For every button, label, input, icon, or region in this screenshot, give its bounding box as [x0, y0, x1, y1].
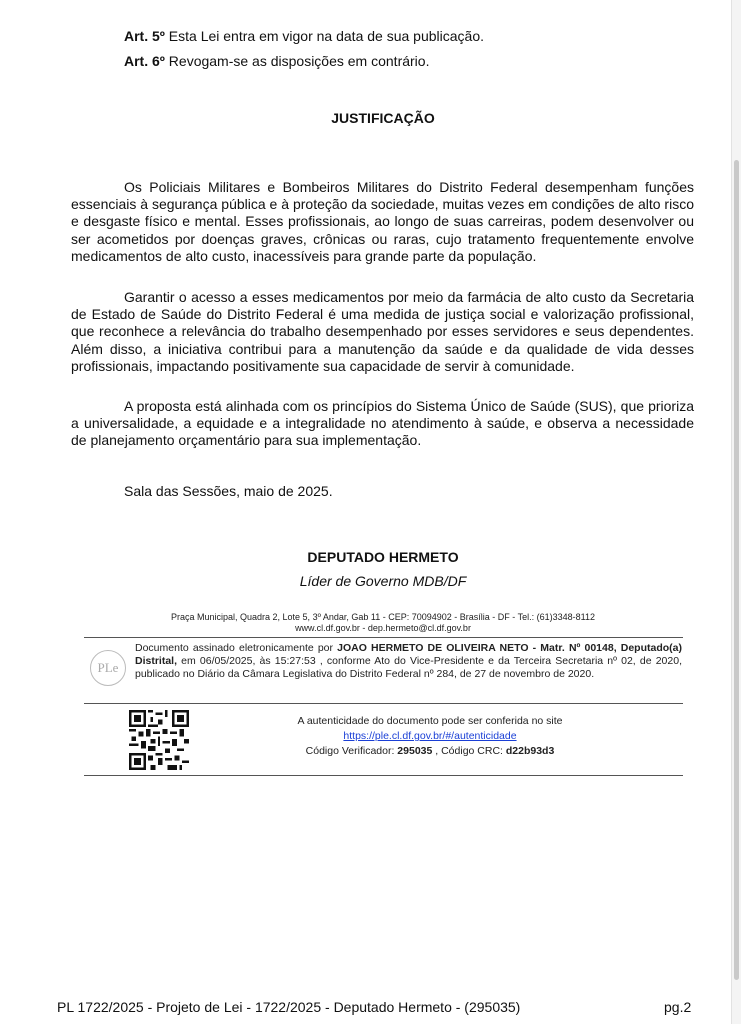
footer-document-id: PL 1722/2025 - Projeto de Lei - 1722/2025 - Deputado Hermeto - (295035) — [57, 999, 521, 1015]
vertical-scrollbar[interactable] — [731, 0, 741, 1024]
signer-role: Líder de Governo MDB/DF — [299, 573, 467, 589]
contact-line: www.cl.df.gov.br - dep.hermeto@cl.df.gov.br — [295, 623, 471, 633]
electronic-signature-text: Documento assinado eletronicamente por JOAO HERMETO DE OLIVEIRA NETO - Matr. Nº 00148, Deputado(a) Distrital, em 06/05/2025, às 15:27:53 , conforme Ato do Vice-Presidente e da Terceira Secretaria nº 02, de 2020, publicado no Diário da Câmara Legislativa do Distrito Federal nº 284, de 27 de novembro de 2020. — [135, 642, 682, 680]
scrollbar-thumb[interactable] — [734, 160, 739, 980]
authenticity-link[interactable]: https://ple.cl.df.gov.br/#/autenticidade — [343, 730, 517, 742]
divider — [84, 637, 683, 638]
divider — [84, 775, 683, 776]
justification-paragraph-1: Os Policiais Militares e Bombeiros Militares do Distrito Federal desempenham funções essenciais à segurança pública e à proteção da sociedade, muitas vezes em condições de alto risco e desgaste físico e mental. Esses profissionais, ao longo de suas carreiras, podem desenvolver ou ser acometidos por doenças graves, crônicas ou raras, cujo tratamento frequentemente envolve medicamentos de alto custo, inacessíveis para grande parte da população. — [71, 179, 694, 264]
crc-code: d22b93d3 — [505, 745, 555, 757]
ple-seal-icon: PLe — [90, 650, 126, 686]
article-5: Art. 5º Esta Lei entra em vigor na data de sua publicação. — [124, 28, 484, 44]
signer-name: DEPUTADO HERMETO — [307, 549, 459, 565]
justification-heading: JUSTIFICAÇÃO — [331, 110, 435, 126]
verification-codes: Código Verificador: 295035 , Código CRC: d22b93d3 — [305, 745, 555, 757]
verifier-code: 295035 — [397, 745, 433, 757]
authenticity-notice: A autenticidade do documento pode ser conferida no site — [297, 715, 563, 727]
page-number: pg.2 — [664, 999, 692, 1015]
divider — [84, 703, 683, 704]
justification-paragraph-2: Garantir o acesso a esses medicamentos por meio da farmácia de alto custo da Secretaria de Estado de Saúde do Distrito Federal é uma medida de justiça social e valorização profissional, que reconhece a relevância do trabalho desempenhado por esses servidores e seus dependentes. Além disso, a iniciativa contribui para a manutenção da saúde e da qualidade de vida desses profissionais, impactando positivamente sua capacidade de servir à comunidade. — [71, 289, 694, 374]
article-6: Art. 6º Revogam-se as disposições em contrário. — [124, 53, 430, 69]
justification-paragraph-3: A proposta está alinhada com os princípios do Sistema Único de Saúde (SUS), que prioriza a universalidade, a equidade e a integralidade no atendimento à saúde, e observa a necessidade de planejamento orçamentário para sua implementação. — [71, 398, 694, 449]
closing-line: Sala das Sessões, maio de 2025. — [124, 483, 333, 499]
address-line: Praça Municipal, Quadra 2, Lote 5, 3º Andar, Gab 11 - CEP: 70094902 - Brasília - DF - Tel.: (61)3348-8112 — [170, 612, 596, 622]
authenticity-link-line — [180, 729, 680, 744]
